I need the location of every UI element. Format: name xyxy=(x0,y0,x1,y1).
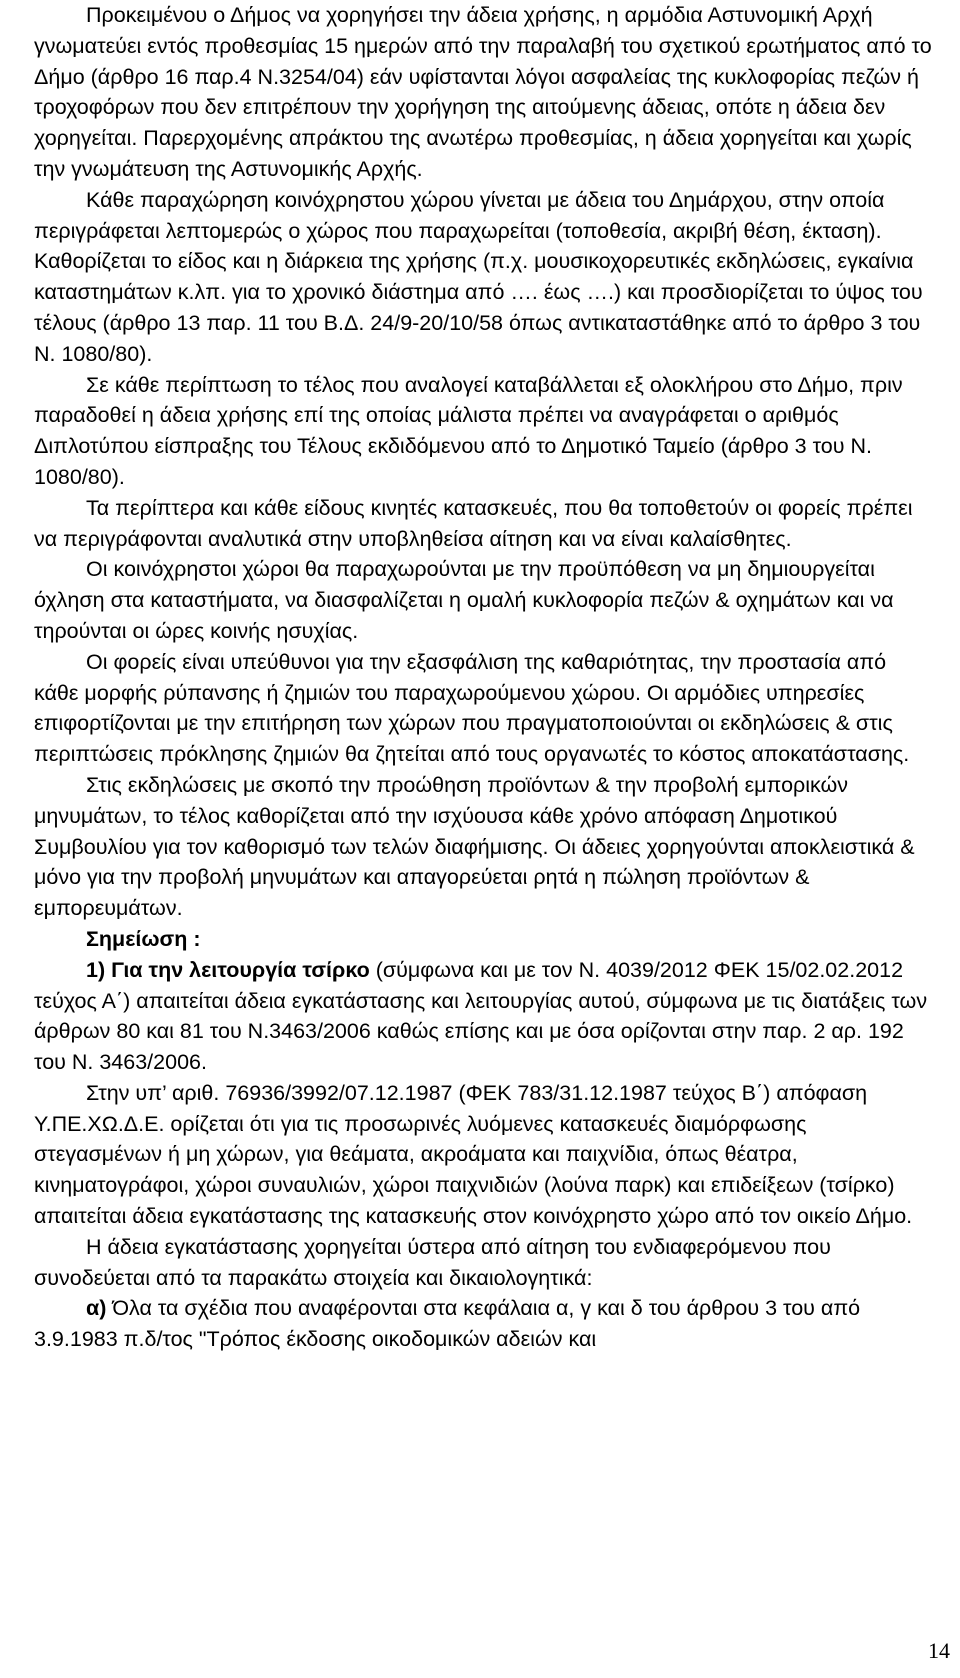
note-item-circus-label: 1) Για την λειτουργία τσίρκο xyxy=(86,957,370,982)
list-item-a-label: α) xyxy=(86,1296,107,1321)
paragraph-police-opinion: Προκειμένου ο Δήμος να χορηγήσει την άδεια χρήσης, η αρμόδια Αστυνομική Αρχή γνωματεύει εντός προθεσμίας 15 ημερών από την παραλαβή του σχετικού ερωτήματος από το Δήμο (άρθρο 16 παρ.4 Ν.3254/04) εάν υφίστανται λόγοι ασφαλείας της κυκλοφορίας πεζών ή τροχοφόρων που δεν επιτρέπουν την χορήγηση της αιτούμενης άδειας, οπότε η άδεια δεν χορηγείται. Παρερχομένης απράκτου της ανωτέρω προθεσμίας, η άδεια χορηγείται και χωρίς την γνωμάτευση της Αστυνομικής Αρχής. xyxy=(34,3,932,181)
document-body xyxy=(34,0,934,1355)
paragraph-ministerial-decision: Στην υπ’ αριθ. 76936/3992/07.12.1987 (ΦΕΚ 783/31.12.1987 τεύχος Β΄) απόφαση Υ.ΠΕ.ΧΩ.Δ.Ε. ορίζεται ότι για τις προσωρινές λυόμενες κατασκευές διαμόρφωσης στεγασμένων ή μη χώρων, για θεάματα, ακροάματα και παιχνίδια, όπως θέατρα, κινηματογράφοι, χώροι συναυλιών, χώροι παιχνιδιών (λούνα παρκ) και επιδείξεων (τσίρκο) απαιτείται άδεια εγκατάστασης της κατασκευής στον κοινόχρηστο χώρο από τον οικείο Δήμο. xyxy=(34,1080,913,1229)
paragraph-public-spaces: Οι κοινόχρηστοι χώροι θα παραχωρούνται με την προϋπόθεση να μη δημιουργείται όχληση στα καταστήματα, να διασφαλίζεται η ομαλή κυκλοφορία πεζών & οχημάτων και να τηρούνται οι ώρες κοινής ησυχίας. xyxy=(34,557,894,643)
list-item-a-text: Όλα τα σχέδια που αναφέρονται στα κεφάλαια α, γ και δ του άρθρου 3 του από 3.9.1983 π.δ/τος "Τρόπος έκδοσης οικοδομικών αδειών και xyxy=(34,1296,861,1352)
note-item-circus-text: (σύμφωνα και με τον Ν. 4039/2012 ΦΕΚ 15/02.02.2012 τεύχος Α΄) απαιτείται άδεια εγκατάστασης και λειτουργίας αυτού, σύμφωνα με τις διατάξεις των άρθρων 80 και 81 του Ν.3463/2006 καθώς επίσης και με όσα ορίζονται στην παρ. 2 αρ. 192 του Ν. 3463/2006. xyxy=(34,957,928,1075)
note-heading: Σημείωση : xyxy=(86,926,201,951)
paragraph-cleanliness: Οι φορείς είναι υπεύθυνοι για την εξασφάλιση της καθαριότητας, την προστασία από κάθε μορφής ρύπανσης ή ζημιών του παραχωρούμενου χώρου. Οι αρμόδιες υπηρεσίες επιφορτίζονται με την επιτήρηση των χώρων που πραγματοποιούνται οι εκδηλώσεις & στις περιπτώσεις πρόκλησης ζημιών θα ζητείται από τους οργανωτές το κόστος αποκατάστασης. xyxy=(34,649,910,767)
page-number: 14 xyxy=(928,1638,950,1663)
paragraph-promotion-events: Στις εκδηλώσεις με σκοπό την προώθηση προϊόντων & την προβολή εμπορικών μηνυμάτων, το τέλος καθορίζεται από την ισχύουσα κάθε χρόνο απόφαση Δημοτικού Συμβουλίου για τον καθορισμό των τελών διαφήμισης. Οι άδειες χορηγούνται αποκλειστικά & μόνο για την προβολή μηνυμάτων και απαγορεύεται ρητά η πώληση προϊόντων & εμπορευμάτων. xyxy=(34,772,915,921)
note-item-circus xyxy=(34,955,934,1078)
list-item-a xyxy=(34,1293,934,1355)
paragraph-kiosks: Τα περίπτερα και κάθε είδους κινητές κατασκευές, που θα τοποθετούν οι φορείς πρέπει να περιγράφονται αναλυτικά στην υποβληθείσα αίτηση και να είναι καλαίσθητες. xyxy=(34,495,913,551)
paragraph-fee-payment: Σε κάθε περίπτωση το τέλος που αναλογεί καταβάλλεται εξ ολοκλήρου στο Δήμο, πριν παραδοθεί η άδεια χρήσης επί της οποίας μάλιστα πρέπει να αναγράφεται ο αριθμός Διπλοτύπου είσπραξης του Τέλους εκδιδόμενου από το Δημοτικό Ταμείο (άρθρο 3 του Ν. 1080/80). xyxy=(34,372,903,489)
paragraph-installation-license: Η άδεια εγκατάστασης χορηγείται ύστερα από αίτηση του ενδιαφερόμενου που συνοδεύεται από τα παρακάτω στοιχεία και δικαιολογητικά: xyxy=(34,1234,831,1290)
paragraph-space-concession: Κάθε παραχώρηση κοινόχρηστου χώρου γίνεται με άδεια του Δημάρχου, στην οποία περιγράφεται λεπτομερώς ο χώρος που παραχωρείται (τοποθεσία, ακριβή θέση, έκταση). Καθορίζεται το είδος και η διάρκεια της χρήσης (π.χ. μουσικοχορευτικές εκδηλώσεις, εγκαίνια καταστημάτων κ.λπ. για το χρονικό διάστημα από …. έως ….) και προσδιορίζεται το ύψος του τέλους (άρθρο 13 παρ. 11 του Β.Δ. 24/9-20/10/58 όπως αντικαταστάθηκε από το άρθρο 3 του Ν. 1080/80). xyxy=(34,187,923,366)
